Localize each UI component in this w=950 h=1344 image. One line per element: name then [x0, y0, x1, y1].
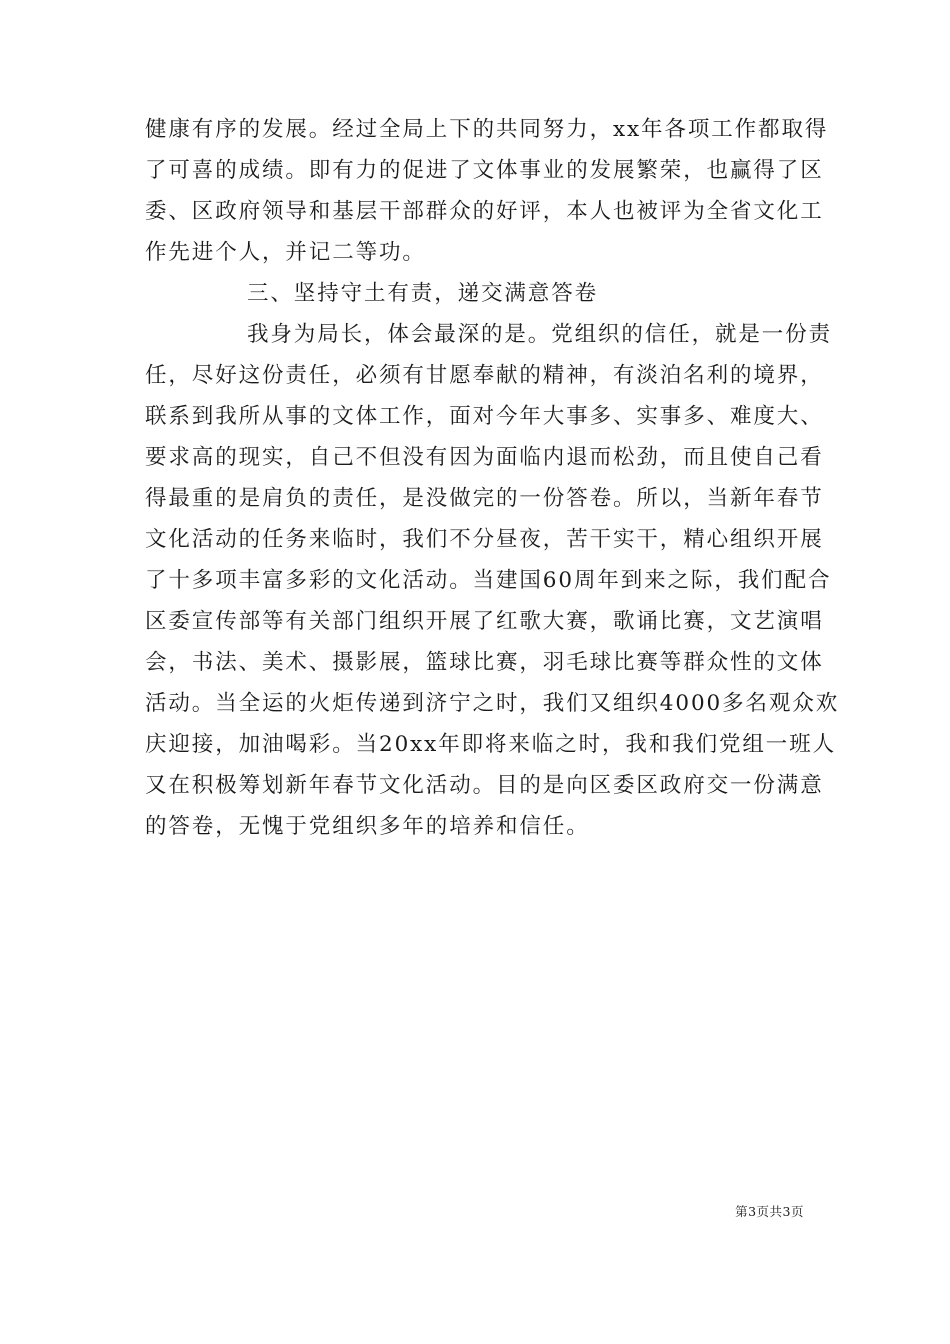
section-heading: 三、坚持守土有责，递交满意答卷 [247, 281, 599, 306]
paragraph-line: 庆迎接，加油喝彩。当20xx年即将来临之时，我和我们党组一班人 [145, 732, 837, 757]
paragraph-line: 我身为局长，体会最深的是。党组织的信任，就是一份责 [247, 322, 833, 347]
paragraph-line: 任，尽好这份责任，必须有甘愿奉献的精神，有淡泊名利的境界， [145, 363, 824, 388]
paragraph-line: 要求高的现实，自己不但没有因为面临内退而松劲，而且使自己看 [145, 445, 824, 470]
paragraph-line: 委、区政府领导和基层干部群众的好评，本人也被评为全省文化工 [145, 199, 824, 224]
paragraph-line: 了可喜的成绩。即有力的促进了文体事业的发展繁荣，也赢得了区 [145, 158, 824, 183]
paragraph-line: 文化活动的任务来临时，我们不分昼夜，苦干实干，精心组织开展 [145, 527, 824, 552]
paragraph-line: 活动。当全运的火炬传递到济宁之时，我们又组织4000多名观众欢 [145, 691, 840, 716]
paragraph-line: 得最重的是肩负的责任，是没做完的一份答卷。所以，当新年春节 [145, 486, 824, 511]
paragraph-line: 了十多项丰富多彩的文化活动。当建国60周年到来之际，我们配合 [145, 568, 832, 593]
paragraph-line: 又在积极筹划新年春节文化活动。目的是向区委区政府交一份满意 [145, 773, 824, 798]
paragraph-line: 区委宣传部等有关部门组织开展了红歌大赛，歌诵比赛，文艺演唱 [145, 609, 824, 634]
page-number: 第3页共3页 [735, 1204, 804, 1219]
paragraph-line: 作先进个人，并记二等功。 [145, 240, 426, 265]
paragraph-line: 会，书法、美术、摄影展，篮球比赛，羽毛球比赛等群众性的文体 [145, 650, 824, 675]
paragraph-line: 联系到我所从事的文体工作，面对今年大事多、实事多、难度大、 [145, 404, 824, 429]
paragraph-line: 健康有序的发展。经过全局上下的共同努力，xx年各项工作都取得 [145, 117, 829, 142]
paragraph-line: 的答卷，无愧于党组织多年的培养和信任。 [145, 814, 590, 839]
